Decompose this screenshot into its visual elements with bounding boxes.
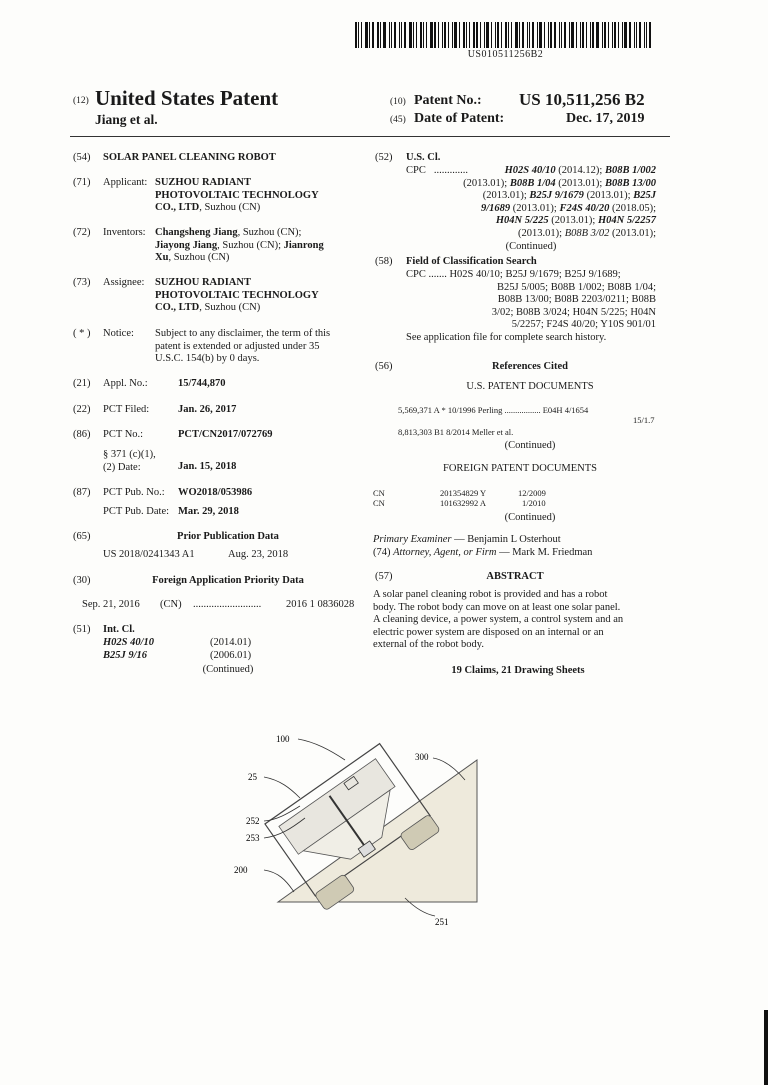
pct-pub-no-label: PCT Pub. No.: (103, 487, 165, 498)
barcode-bar (383, 22, 386, 48)
barcode-bar (622, 22, 623, 48)
barcode-bar (508, 22, 509, 48)
barcode-bar (369, 22, 370, 48)
field-search-body: CPC ....... H02S 40/10; B25J 9/1679; B25J 9/1689; B25J 5/005; B08B 1/002; B08B 1/04; B08B 13/00; B08B 2203/0211; B08B 3/02; B08B 3/024; H04N 5/225; H04N 5/2257; F24S 40/20; Y10S 901/01 See application file for complete search history. (406, 269, 656, 343)
int-cl-1-date: (2014.01) (210, 637, 252, 648)
priority-heading: Foreign Application Priority Data (152, 575, 304, 586)
barcode-bar (604, 22, 606, 48)
barcode-bar (444, 22, 446, 48)
barcode-bar (590, 22, 591, 48)
abstract-text: A solar panel cleaning robot is provided and has a robot body. The robot body can move on at least one solar panel. A cleaning device, a power system, a control system and an electric power system are disposed on an internal or an external of the robot body. (373, 589, 624, 650)
code-86: (86) (73, 429, 91, 440)
code-54: (54) (73, 152, 91, 163)
barcode-bar (636, 22, 637, 48)
barcode-bar (548, 22, 549, 48)
label-251: 251 (435, 917, 449, 927)
barcode-bar (649, 22, 651, 48)
us-ref-continued: (Continued) (504, 440, 556, 451)
barcode-bar (389, 22, 390, 48)
header-rule (70, 136, 670, 137)
abstract-heading: ABSTRACT (486, 571, 544, 582)
invention-title: SOLAR PANEL CLEANING ROBOT (103, 152, 276, 163)
field-search-heading: Field of Classification Search (406, 256, 537, 267)
us-cl-heading: U.S. Cl. (406, 152, 441, 163)
barcode-bar (486, 22, 489, 48)
barcode-bar (391, 22, 392, 48)
barcode-bar (634, 22, 635, 48)
code-58: (58) (375, 256, 393, 267)
barcode-bar (480, 22, 481, 48)
barcode-bar (550, 22, 552, 48)
barcode-bar (377, 22, 379, 48)
pct-no-label: PCT No.: (103, 429, 144, 440)
label-252: 252 (246, 816, 260, 826)
barcode-bar (430, 22, 433, 48)
barcode-bar (361, 22, 362, 48)
foreign-ref-2-date: 1/2010 (522, 498, 546, 508)
foreign-docs-heading: FOREIGN PATENT DOCUMENTS (442, 463, 598, 474)
barcode-bar (511, 22, 512, 48)
barcode-bar (473, 22, 475, 48)
code-12: (12) (73, 96, 89, 106)
code-22: (22) (73, 404, 91, 415)
barcode-bar (454, 22, 457, 48)
barcode-bar (505, 22, 507, 48)
barcode-bar (532, 22, 534, 48)
barcode-bar (618, 22, 619, 48)
barcode-bar (554, 22, 556, 48)
code-10: (10) (390, 97, 406, 107)
priority-number: 2016 1 0836028 (286, 599, 355, 610)
barcode-bar (365, 22, 368, 48)
assignee-value: SUZHOU RADIANT PHOTOVOLTAIC TECHNOLOGY CO., LTD, Suzhou (CN) (155, 277, 319, 313)
barcode-bar (515, 22, 518, 48)
label-100: 100 (276, 734, 290, 744)
barcode-bar (501, 22, 502, 48)
us-ref-2: 8,813,303 B1 8/2014 Meller et al. (398, 427, 514, 437)
barcode-bar (438, 22, 439, 48)
int-cl-2: B25J 9/16 (103, 650, 148, 661)
barcode-bar (602, 22, 603, 48)
pct-pub-date: Mar. 29, 2018 (178, 506, 239, 517)
barcode-bar (592, 22, 594, 48)
code-56: (56) (375, 361, 393, 372)
barcode-bar (448, 22, 449, 48)
barcode-bar (612, 22, 613, 48)
primary-examiner: Primary Examiner — Benjamin L Osterhout (373, 534, 561, 545)
barcode-bar (484, 22, 485, 48)
s371-label: § 371 (c)(1), (2) Date: (103, 449, 156, 473)
code-45: (45) (390, 115, 406, 125)
pct-filed-label: PCT Filed: (103, 404, 150, 415)
barcode-bar (420, 22, 422, 48)
barcode-bar (495, 22, 496, 48)
patent-no-label: Patent No.: (414, 93, 482, 108)
inventors-value: Changsheng Jiang, Suzhou (CN); Jiayong Jiang, Suzhou (CN); Jianrong Xu, Suzhou (CN) (155, 227, 324, 263)
barcode-bar (571, 22, 574, 48)
int-cl-2-date: (2006.01) (210, 650, 252, 661)
barcode-bar (434, 22, 436, 48)
barcode-bar (522, 22, 524, 48)
barcode-bar (423, 22, 424, 48)
foreign-ref-1-date: 12/2009 (518, 488, 546, 498)
int-cl-heading: Int. Cl. (103, 624, 135, 635)
code-57: (57) (375, 571, 393, 582)
barcode-bar (491, 22, 492, 48)
barcode-bar (646, 22, 647, 48)
notice-code: ( * ) (73, 328, 91, 339)
barcode-bar (539, 22, 542, 48)
barcode-bar (404, 22, 406, 48)
code-73: (73) (73, 277, 91, 288)
priority-country: (CN) (160, 599, 182, 610)
barcode-bar (529, 22, 530, 48)
inventors-label: Inventors: (103, 227, 146, 238)
pct-pub-no: WO2018/053986 (178, 487, 253, 498)
code-30: (30) (73, 575, 91, 586)
attorney: (74) Attorney, Agent, or Firm — Mark M. Friedman (373, 547, 593, 558)
barcode-bar (355, 22, 357, 48)
code-71: (71) (73, 177, 91, 188)
foreign-ref-2-country: CN (373, 498, 385, 508)
foreign-ref-1-number: 201354829 Y (440, 488, 487, 498)
pct-no: PCT/CN2017/072769 (178, 429, 273, 440)
barcode-bar (399, 22, 400, 48)
foreign-ref-continued: (Continued) (504, 512, 556, 523)
code-52: (52) (375, 152, 393, 163)
barcode-bar (564, 22, 566, 48)
barcode-number: US010511256B2 (467, 49, 544, 60)
barcode-bar (476, 22, 478, 48)
code-51: (51) (73, 624, 91, 635)
barcode-bar (582, 22, 584, 48)
patent-type-title: United States Patent (95, 86, 279, 110)
robot-figure (220, 720, 480, 935)
date-label: Date of Patent: (414, 111, 505, 126)
pct-filed: Jan. 26, 2017 (178, 404, 237, 415)
barcode-bar (544, 22, 545, 48)
pct-pub-date-label: PCT Pub. Date: (103, 506, 170, 517)
patent-date: Dec. 17, 2019 (566, 111, 645, 126)
appl-no: 15/744,870 (178, 378, 226, 389)
barcode-bar (413, 22, 414, 48)
foreign-ref-2-number: 101632992 A (440, 498, 487, 508)
int-cl-1: H02S 40/10 (103, 637, 155, 648)
barcode-bar (559, 22, 560, 48)
s371-date: Jan. 15, 2018 (178, 461, 237, 472)
prior-pub-number: US 2018/0241343 A1 (103, 549, 195, 560)
prior-pub-date: Aug. 23, 2018 (228, 549, 289, 560)
label-25: 25 (248, 772, 257, 782)
barcode (355, 22, 656, 48)
barcode-bar (527, 22, 528, 48)
barcode-bar (394, 22, 396, 48)
barcode-bar (497, 22, 499, 48)
us-ref-1-class: 15/1.7 (633, 415, 655, 425)
barcode-bar (624, 22, 627, 48)
barcode-bar (629, 22, 631, 48)
barcode-bar (519, 22, 520, 48)
barcode-bar (561, 22, 562, 48)
barcode-bar (580, 22, 581, 48)
notice-label: Notice: (103, 328, 134, 339)
code-21: (21) (73, 378, 91, 389)
scan-edge (764, 1010, 768, 1085)
claims-summary: 19 Claims, 21 Drawing Sheets (451, 665, 585, 676)
references-heading: References Cited (492, 361, 568, 372)
barcode-bar (380, 22, 381, 48)
code-72: (72) (73, 227, 91, 238)
foreign-ref-1-country: CN (373, 488, 385, 498)
notice-text: Subject to any disclaimer, the term of this patent is extended or adjusted under 35 U.S.C. 154(b) by 0 days. (155, 328, 331, 364)
barcode-bar (614, 22, 616, 48)
barcode-bar (537, 22, 538, 48)
us-cl-cpc: CPC ............. H02S 40/10 (2014.12); B08B 1/002 (2013.01); B08B 1/04 (2013.01); B08B 13/00 (2013.01); B25J 9/1679 (2013.01); B25J 9/1689 (2013.01); F24S 40/20 (2018.05); H04N 5/225 (2013.01); H04N 5/2257 (2013.01); B08B 3/02 (2013.01); (Continued) (406, 165, 656, 252)
barcode-bar (442, 22, 443, 48)
barcode-bar (466, 22, 467, 48)
code-65: (65) (73, 531, 91, 542)
int-cl-continued: (Continued) (202, 664, 254, 675)
barcode-bar (569, 22, 570, 48)
applicant-value: SUZHOU RADIANT PHOTOVOLTAIC TECHNOLOGY CO., LTD, Suzhou (CN) (155, 177, 319, 213)
barcode-bar (639, 22, 641, 48)
label-200: 200 (234, 865, 248, 875)
barcode-bar (372, 22, 374, 48)
barcode-bar (608, 22, 609, 48)
barcode-bar (401, 22, 402, 48)
appl-no-label: Appl. No.: (103, 378, 148, 389)
code-87: (87) (73, 487, 91, 498)
priority-leader: .......................... (193, 599, 262, 610)
us-ref-1: 5,569,371 A * 10/1996 Perling ................. E04H 4/1654 (398, 405, 589, 415)
barcode-bar (469, 22, 470, 48)
barcode-bar (409, 22, 412, 48)
barcode-bar (586, 22, 587, 48)
barcode-bar (596, 22, 599, 48)
us-docs-heading: U.S. PATENT DOCUMENTS (466, 381, 594, 392)
prior-pub-heading: Prior Publication Data (177, 531, 279, 542)
barcode-bar (463, 22, 465, 48)
barcode-bar (416, 22, 417, 48)
barcode-bar (358, 22, 359, 48)
priority-date: Sep. 21, 2016 (82, 599, 140, 610)
label-253: 253 (246, 833, 260, 843)
barcode-bar (452, 22, 453, 48)
assignee-label: Assignee: (103, 277, 145, 288)
patent-number: US 10,511,256 B2 (519, 90, 645, 109)
label-300: 300 (415, 752, 429, 762)
barcode-bar (459, 22, 460, 48)
authors: Jiang et al. (95, 112, 158, 127)
applicant-label: Applicant: (103, 177, 148, 188)
barcode-bar (426, 22, 427, 48)
barcode-bar (576, 22, 577, 48)
barcode-bar (644, 22, 645, 48)
